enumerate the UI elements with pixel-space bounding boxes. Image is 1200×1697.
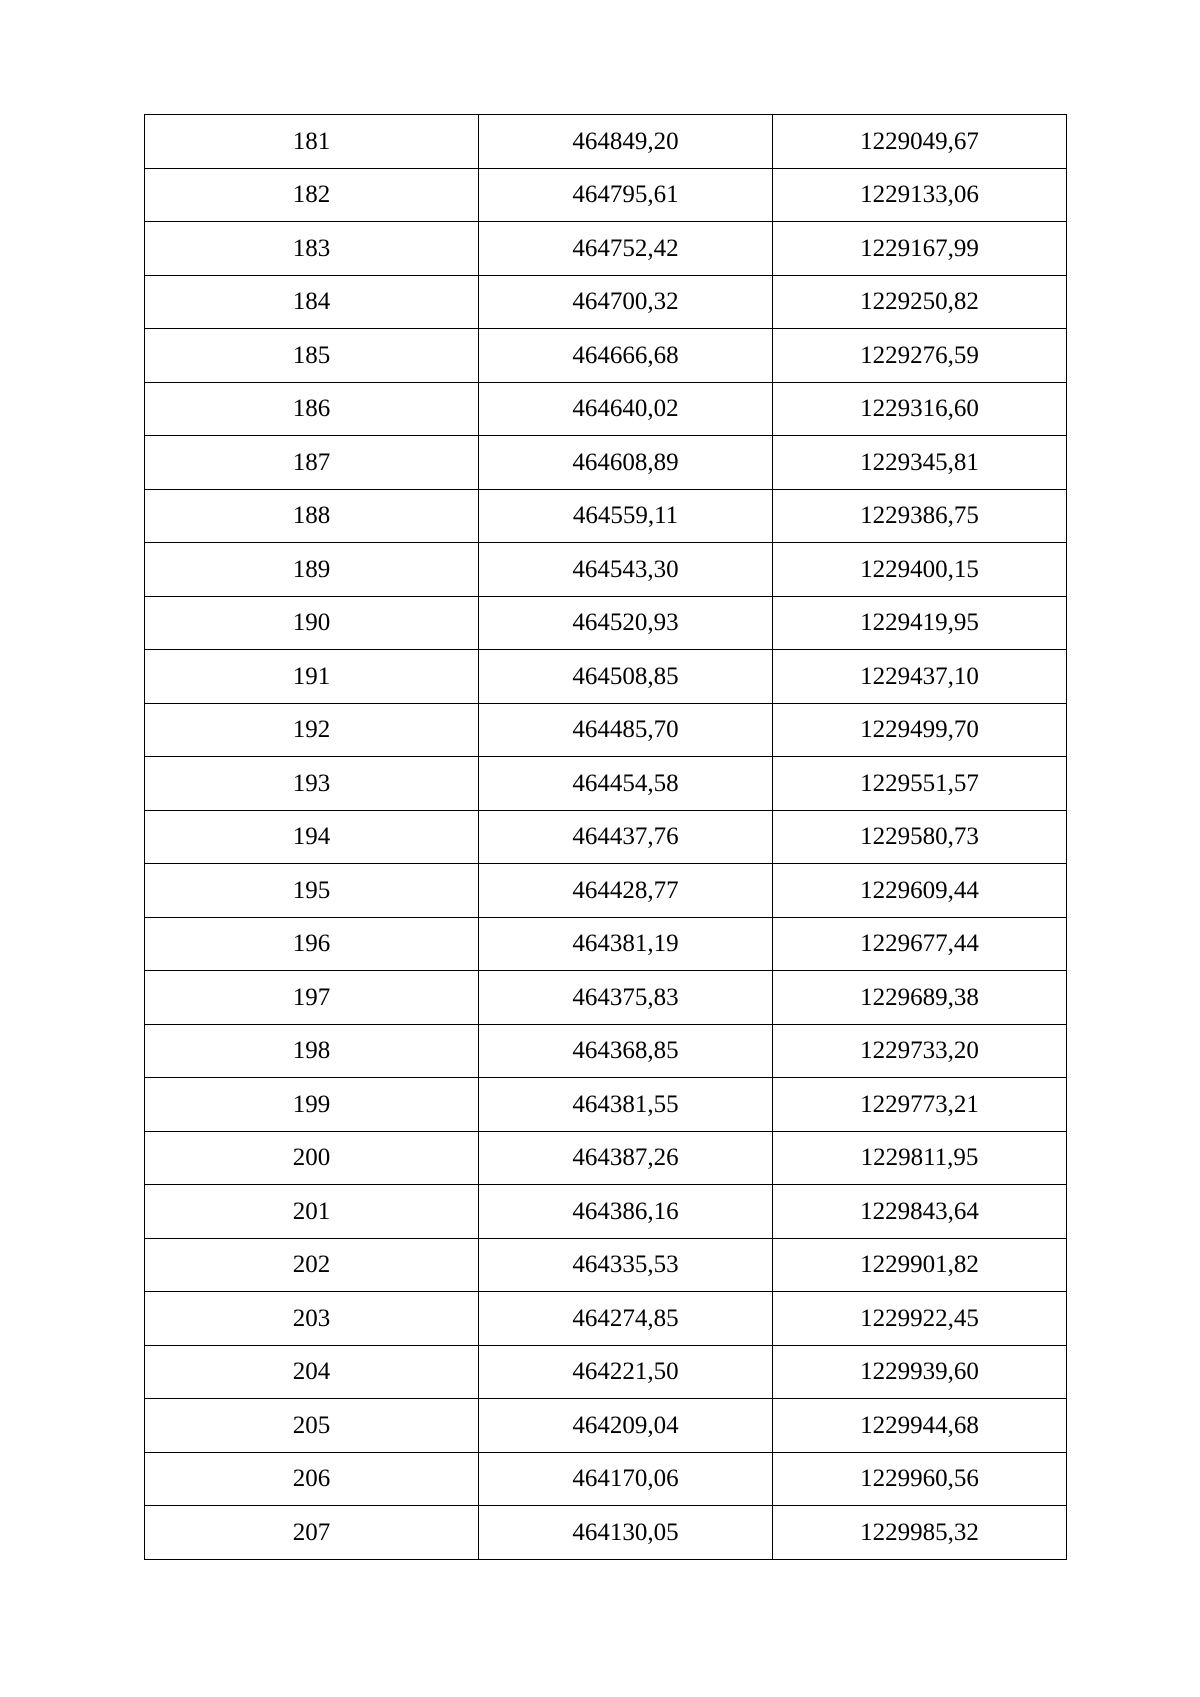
y-coordinate-cell: 1229773,21 xyxy=(773,1078,1067,1132)
y-coordinate-cell: 1229843,64 xyxy=(773,1185,1067,1239)
table-row xyxy=(145,650,1067,704)
y-coordinate-cell: 1229733,20 xyxy=(773,1024,1067,1078)
x-coordinate-cell: 464666,68 xyxy=(479,329,773,383)
y-coordinate-cell: 1229689,38 xyxy=(773,971,1067,1025)
y-coordinate-cell: 1229437,10 xyxy=(773,650,1067,704)
table-row xyxy=(145,275,1067,329)
x-coordinate-cell: 464428,77 xyxy=(479,864,773,918)
point-number-cell: 207 xyxy=(145,1506,479,1560)
table-row xyxy=(145,382,1067,436)
x-coordinate-cell: 464381,55 xyxy=(479,1078,773,1132)
table-row xyxy=(145,1238,1067,1292)
table-row xyxy=(145,703,1067,757)
x-coordinate-cell: 464368,85 xyxy=(479,1024,773,1078)
coordinates-table-body xyxy=(145,115,1067,1560)
point-number-cell: 206 xyxy=(145,1452,479,1506)
y-coordinate-cell: 1229499,70 xyxy=(773,703,1067,757)
table-row xyxy=(145,1399,1067,1453)
y-coordinate-cell: 1229250,82 xyxy=(773,275,1067,329)
y-coordinate-cell: 1229049,67 xyxy=(773,115,1067,169)
x-coordinate-cell: 464608,89 xyxy=(479,436,773,490)
point-number-cell: 185 xyxy=(145,329,479,383)
x-coordinate-cell: 464559,11 xyxy=(479,489,773,543)
y-coordinate-cell: 1229811,95 xyxy=(773,1131,1067,1185)
table-row xyxy=(145,1024,1067,1078)
y-coordinate-cell: 1229419,95 xyxy=(773,596,1067,650)
x-coordinate-cell: 464221,50 xyxy=(479,1345,773,1399)
point-number-cell: 184 xyxy=(145,275,479,329)
table-row xyxy=(145,917,1067,971)
x-coordinate-cell: 464485,70 xyxy=(479,703,773,757)
y-coordinate-cell: 1229939,60 xyxy=(773,1345,1067,1399)
table-row xyxy=(145,1292,1067,1346)
x-coordinate-cell: 464520,93 xyxy=(479,596,773,650)
y-coordinate-cell: 1229677,44 xyxy=(773,917,1067,971)
y-coordinate-cell: 1229580,73 xyxy=(773,810,1067,864)
x-coordinate-cell: 464335,53 xyxy=(479,1238,773,1292)
table-row xyxy=(145,329,1067,383)
y-coordinate-cell: 1229386,75 xyxy=(773,489,1067,543)
x-coordinate-cell: 464386,16 xyxy=(479,1185,773,1239)
table-row xyxy=(145,1452,1067,1506)
point-number-cell: 194 xyxy=(145,810,479,864)
y-coordinate-cell: 1229276,59 xyxy=(773,329,1067,383)
y-coordinate-cell: 1229901,82 xyxy=(773,1238,1067,1292)
x-coordinate-cell: 464640,02 xyxy=(479,382,773,436)
table-row xyxy=(145,436,1067,490)
table-row xyxy=(145,810,1067,864)
point-number-cell: 191 xyxy=(145,650,479,704)
x-coordinate-cell: 464387,26 xyxy=(479,1131,773,1185)
point-number-cell: 196 xyxy=(145,917,479,971)
y-coordinate-cell: 1229960,56 xyxy=(773,1452,1067,1506)
x-coordinate-cell: 464454,58 xyxy=(479,757,773,811)
point-number-cell: 197 xyxy=(145,971,479,1025)
table-row xyxy=(145,1131,1067,1185)
x-coordinate-cell: 464170,06 xyxy=(479,1452,773,1506)
table-row xyxy=(145,1506,1067,1560)
table-row xyxy=(145,864,1067,918)
x-coordinate-cell: 464437,76 xyxy=(479,810,773,864)
table-row xyxy=(145,489,1067,543)
table-row xyxy=(145,1078,1067,1132)
x-coordinate-cell: 464752,42 xyxy=(479,222,773,276)
point-number-cell: 198 xyxy=(145,1024,479,1078)
y-coordinate-cell: 1229609,44 xyxy=(773,864,1067,918)
x-coordinate-cell: 464543,30 xyxy=(479,543,773,597)
x-coordinate-cell: 464795,61 xyxy=(479,168,773,222)
point-number-cell: 203 xyxy=(145,1292,479,1346)
x-coordinate-cell: 464849,20 xyxy=(479,115,773,169)
table-row xyxy=(145,971,1067,1025)
table-row xyxy=(145,596,1067,650)
x-coordinate-cell: 464381,19 xyxy=(479,917,773,971)
x-coordinate-cell: 464274,85 xyxy=(479,1292,773,1346)
point-number-cell: 188 xyxy=(145,489,479,543)
point-number-cell: 202 xyxy=(145,1238,479,1292)
table-row xyxy=(145,222,1067,276)
table-row xyxy=(145,543,1067,597)
y-coordinate-cell: 1229345,81 xyxy=(773,436,1067,490)
x-coordinate-cell: 464375,83 xyxy=(479,971,773,1025)
point-number-cell: 195 xyxy=(145,864,479,918)
table-row xyxy=(145,168,1067,222)
x-coordinate-cell: 464209,04 xyxy=(479,1399,773,1453)
y-coordinate-cell: 1229167,99 xyxy=(773,222,1067,276)
y-coordinate-cell: 1229944,68 xyxy=(773,1399,1067,1453)
point-number-cell: 192 xyxy=(145,703,479,757)
point-number-cell: 189 xyxy=(145,543,479,597)
table-row xyxy=(145,115,1067,169)
point-number-cell: 181 xyxy=(145,115,479,169)
point-number-cell: 183 xyxy=(145,222,479,276)
coordinates-table xyxy=(144,114,1067,1560)
y-coordinate-cell: 1229316,60 xyxy=(773,382,1067,436)
table-row xyxy=(145,1185,1067,1239)
table-row xyxy=(145,757,1067,811)
y-coordinate-cell: 1229400,15 xyxy=(773,543,1067,597)
x-coordinate-cell: 464508,85 xyxy=(479,650,773,704)
point-number-cell: 187 xyxy=(145,436,479,490)
point-number-cell: 205 xyxy=(145,1399,479,1453)
point-number-cell: 186 xyxy=(145,382,479,436)
y-coordinate-cell: 1229922,45 xyxy=(773,1292,1067,1346)
y-coordinate-cell: 1229133,06 xyxy=(773,168,1067,222)
x-coordinate-cell: 464700,32 xyxy=(479,275,773,329)
point-number-cell: 182 xyxy=(145,168,479,222)
x-coordinate-cell: 464130,05 xyxy=(479,1506,773,1560)
point-number-cell: 200 xyxy=(145,1131,479,1185)
point-number-cell: 201 xyxy=(145,1185,479,1239)
point-number-cell: 190 xyxy=(145,596,479,650)
point-number-cell: 199 xyxy=(145,1078,479,1132)
point-number-cell: 204 xyxy=(145,1345,479,1399)
point-number-cell: 193 xyxy=(145,757,479,811)
y-coordinate-cell: 1229551,57 xyxy=(773,757,1067,811)
table-row xyxy=(145,1345,1067,1399)
y-coordinate-cell: 1229985,32 xyxy=(773,1506,1067,1560)
